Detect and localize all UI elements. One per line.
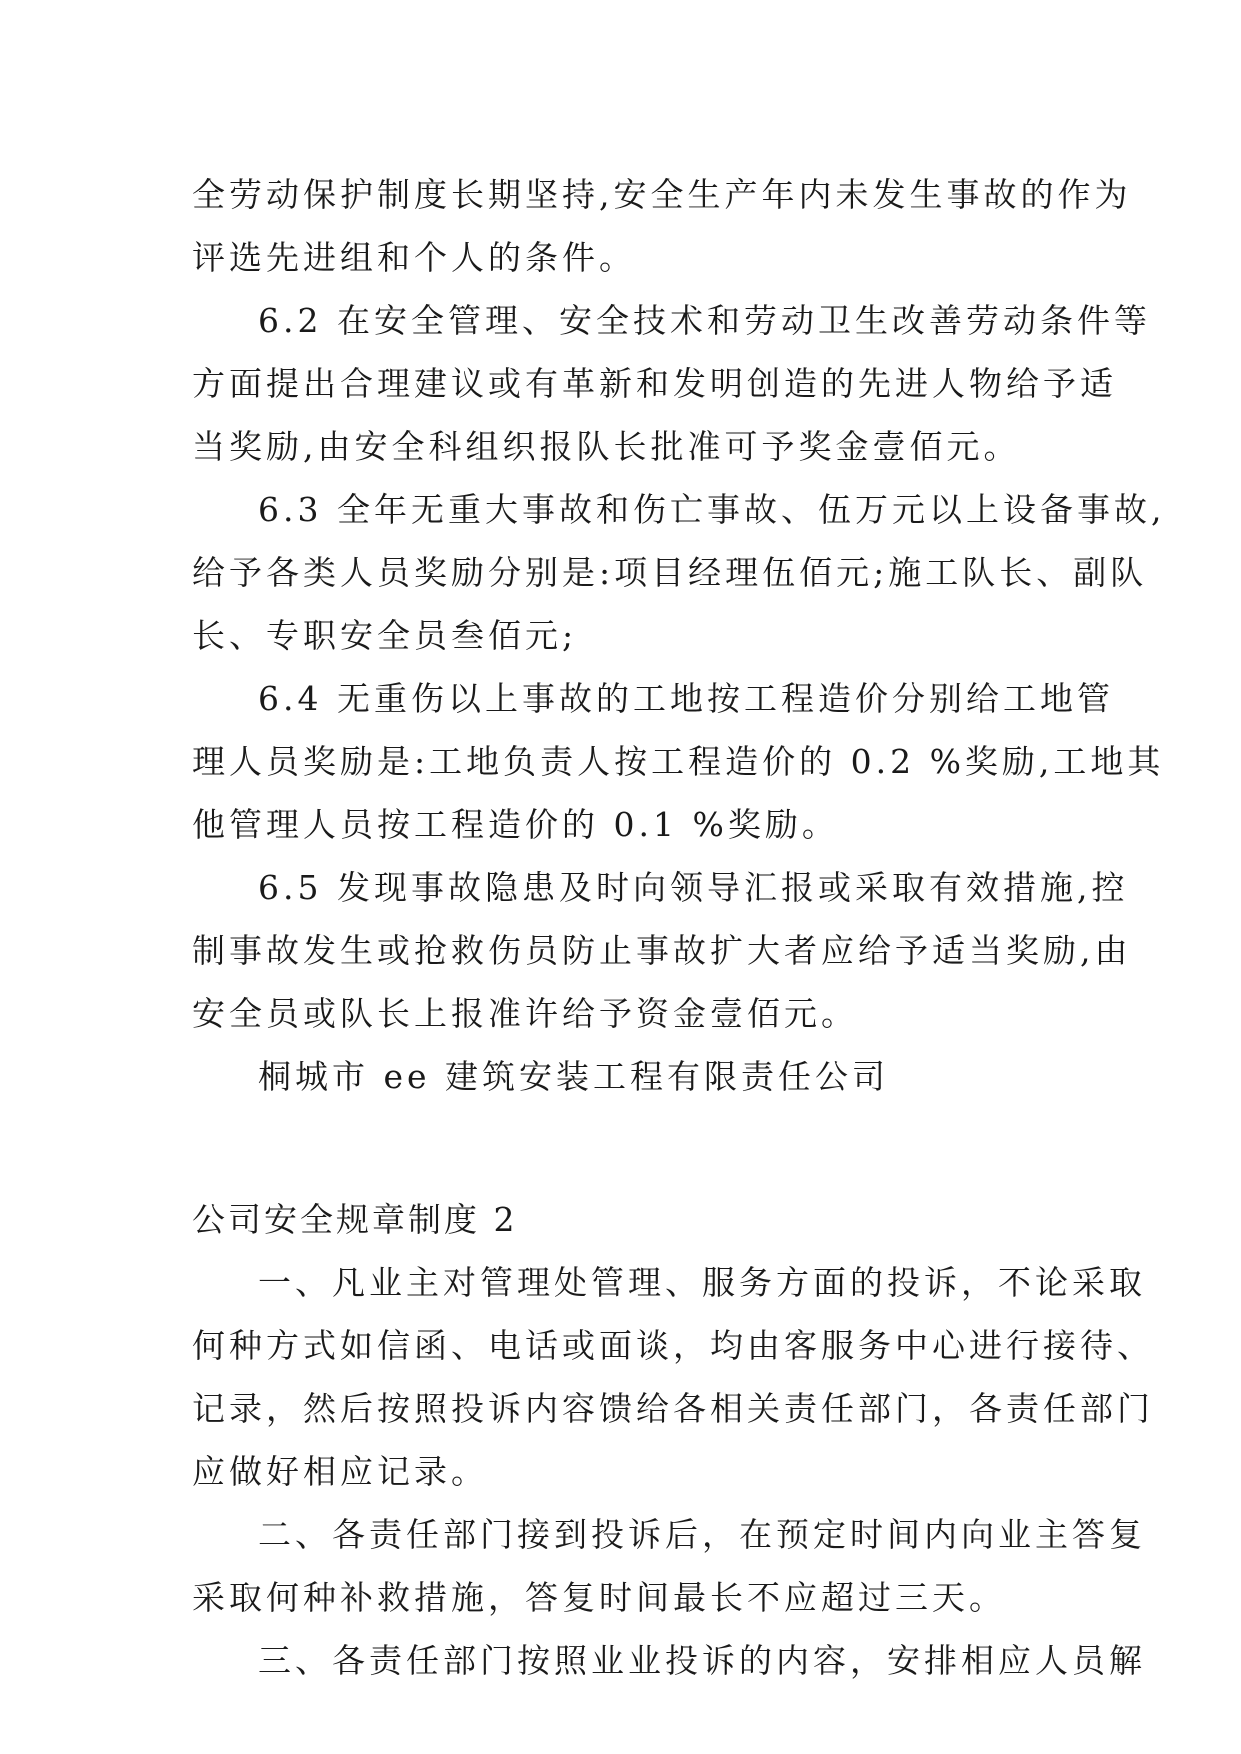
intro-paragraph bbox=[192, 163, 1132, 289]
text-line: 采取何种补救措施，答复时间最长不应超过三天。 bbox=[192, 1578, 1006, 1617]
text-line: 二、各责任部门接到投诉后，在预定时间内向业主答复 bbox=[258, 1515, 1146, 1554]
text-line: 他管理人员按工程造价的 0.1 %奖励。 bbox=[192, 805, 839, 844]
text-line: 6.2 在安全管理、安全技术和劳动卫生改善劳动条件等 bbox=[258, 301, 1151, 340]
clause-6-4 bbox=[192, 667, 1165, 856]
clause-6-5 bbox=[192, 856, 1132, 1045]
text-line: 全劳动保护制度长期坚持,安全生产年内未发生事故的作为 bbox=[192, 175, 1132, 214]
text-line: 制事故发生或抢救伤员防止事故扩大者应给予适当奖励,由 bbox=[192, 931, 1132, 970]
text-line: 长、专职安全员叁佰元; bbox=[192, 616, 578, 655]
text-line: 理人员奖励是:工地负责人按工程造价的 0.2 %奖励,工地其 bbox=[192, 742, 1165, 781]
signature-text: 桐城市 ee 建筑安装工程有限责任公司 bbox=[258, 1057, 890, 1096]
section-2-item-3 bbox=[192, 1629, 1146, 1692]
section-2-item-2 bbox=[192, 1503, 1146, 1629]
document-body bbox=[192, 163, 1166, 1692]
clause-6-3 bbox=[192, 478, 1166, 667]
company-signature bbox=[192, 1045, 1054, 1108]
text-line: 何种方式如信函、电话或面谈，均由客服务中心进行接待、 bbox=[192, 1326, 1154, 1365]
section-2-item-1 bbox=[192, 1251, 1154, 1503]
text-line: 评选先进组和个人的条件。 bbox=[192, 238, 636, 277]
text-line: 6.3 全年无重大事故和伤亡事故、伍万元以上设备事故, bbox=[258, 490, 1166, 529]
section-spacer bbox=[192, 1108, 1054, 1188]
text-line: 安全员或队长上报准许给予资金壹佰元。 bbox=[192, 994, 858, 1033]
section-title: 公司安全规章制度 2 bbox=[192, 1200, 518, 1239]
text-line: 6.4 无重伤以上事故的工地按工程造价分别给工地管 bbox=[258, 679, 1114, 718]
text-line: 三、各责任部门按照业业投诉的内容，安排相应人员解 bbox=[258, 1641, 1146, 1680]
text-line: 记录，然后按照投诉内容馈给各相关责任部门，各责任部门 bbox=[192, 1389, 1154, 1428]
text-line: 应做好相应记录。 bbox=[192, 1452, 488, 1491]
text-line: 6.5 发现事故隐患及时向领导汇报或采取有效措施,控 bbox=[258, 868, 1129, 907]
text-line: 给予各类人员奖励分别是:项目经理伍佰元;施工队长、副队 bbox=[192, 553, 1148, 592]
text-line: 方面提出合理建议或有革新和发明创造的先进人物给予适 bbox=[192, 364, 1117, 403]
text-line: 当奖励,由安全科组织报队长批准可予奖金壹佰元。 bbox=[192, 427, 1021, 466]
text-line: 一、凡业主对管理处管理、服务方面的投诉，不论采取 bbox=[258, 1263, 1146, 1302]
clause-6-2 bbox=[192, 289, 1151, 478]
section-2-heading bbox=[192, 1188, 1054, 1251]
